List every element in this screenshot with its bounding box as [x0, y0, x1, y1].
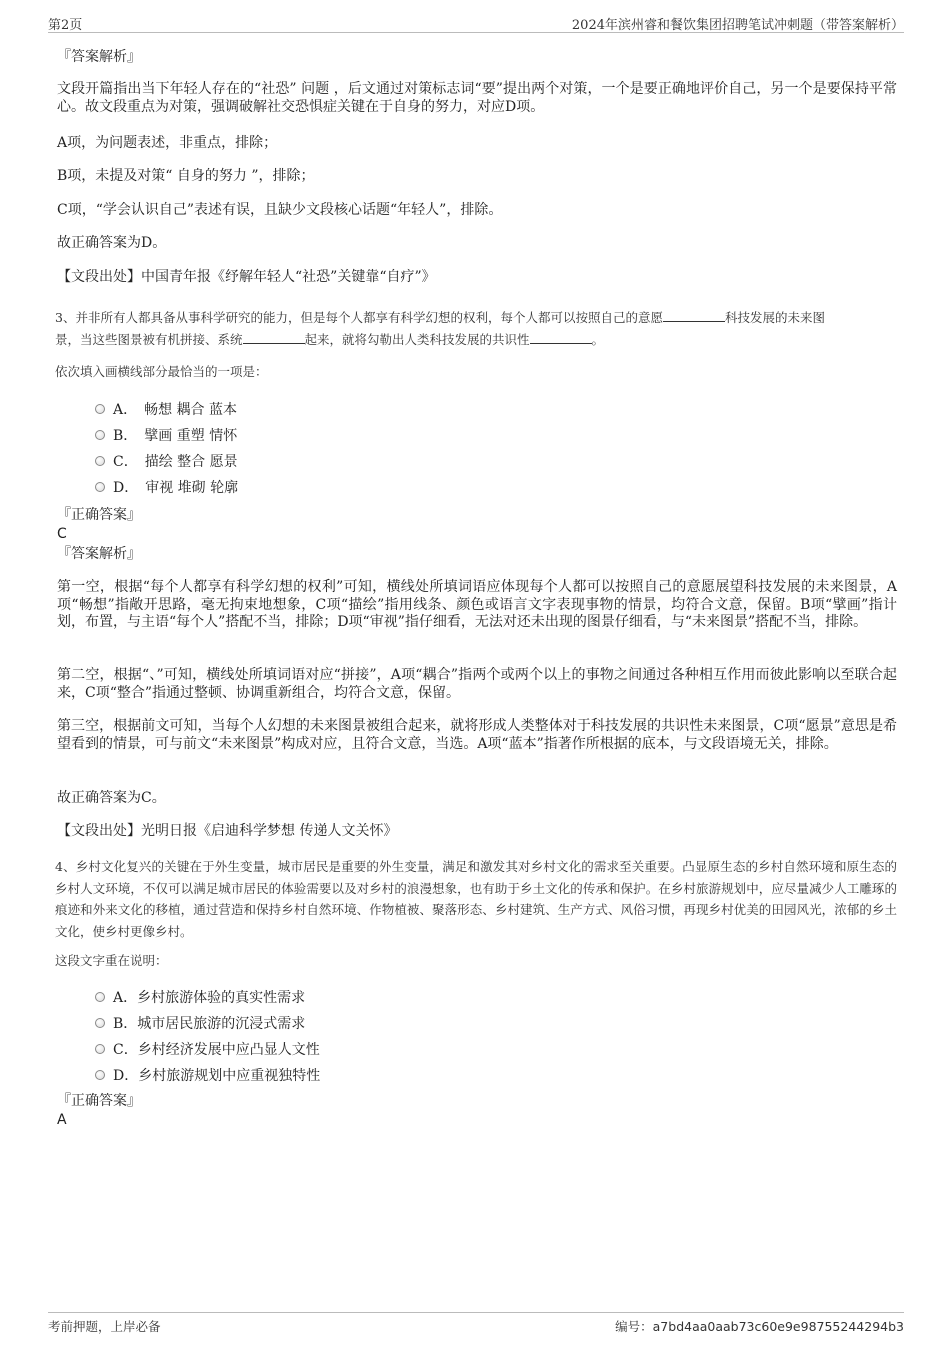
document-title: 2024年滨州睿和餐饮集团招聘笔试冲刺题（带答案解析） — [571, 18, 904, 33]
q3-answer-label: 『正确答案』 — [57, 507, 141, 523]
q2-source: 【文段出处】中国青年报《纾解年轻人“社恐”关键靠“自疗”》 — [57, 269, 436, 285]
q4-option-d[interactable]: D．乡村旅游规划中应重视独特性 — [95, 1065, 320, 1085]
q3-conclusion: 故正确答案为C。 — [57, 790, 166, 806]
q3-analysis-p1: 第一空，根据“每个人都享有科学幻想的权利”可知，横线处所填词语应体现每个人都可以按照自己的意愿展望科技发展的未来图景，A项“畅想”指敞开思路，毫无拘束地想象，C项“描绘”指用线条、颜色或语言文字表现事物的情景，均符合文意，保留。B项“擘画”指计划，布置，与主语“每个人”搭配不当，排除；D项“审视”指仔细看，无法对还未出现的图景仔细看，与“未来图景”搭配不当，排除。 — [57, 579, 897, 630]
radio-icon[interactable] — [95, 1070, 105, 1080]
blank-3 — [530, 331, 592, 344]
footer-serial: 编号：a7bd4aa0aab73c60e9e98755244294b3 — [615, 1319, 904, 1334]
q4-option-c[interactable]: C．乡村经济发展中应凸显人文性 — [95, 1039, 320, 1059]
radio-icon[interactable] — [95, 404, 105, 414]
q3-answer: C — [57, 526, 67, 542]
page-number: 第2页 — [48, 18, 83, 33]
q2-analysis-label: 『答案解析』 — [57, 49, 141, 65]
radio-icon[interactable] — [95, 992, 105, 1002]
q2-conclusion: 故正确答案为D。 — [57, 235, 167, 251]
q2-option-c-analysis: C项，“学会认识自己”表述有误，且缺少文段核心话题“年轻人”，排除。 — [57, 202, 503, 218]
q3-analysis-p2: 第二空，根据“、”可知，横线处所填词语对应“拼接”，A项“耦合”指两个或两个以上的事物之间通过各种相互作用而彼此影响以至联合起来，C项“整合”指通过整顿、协调重新组合，均符合文意，保留。 — [57, 667, 897, 701]
q3-option-c[interactable]: C． 描绘 整合 愿景 — [95, 451, 238, 471]
q4-answer: A — [57, 1112, 67, 1128]
q3-option-d[interactable]: D． 审视 堆砌 轮廓 — [95, 477, 238, 497]
q2-option-a-analysis: A项，为问题表述，非重点，排除； — [57, 135, 278, 151]
q3-source: 【文段出处】光明日报《启迪科学梦想 传递人文关怀》 — [57, 823, 398, 839]
q2-analysis-p1: 文段开篇指出当下年轻人存在的“社恐” 问题 ，后文通过对策标志词“要”提出两个对策，一个是要正确地评价自己，另一个是要保持平常心。故文段重点为对策，强调破解社交恐惧症关键在于自身的努力，对应D项。 — [57, 81, 897, 115]
radio-icon[interactable] — [95, 430, 105, 440]
page-header — [48, 10, 904, 33]
q3-option-a[interactable]: A． 畅想 耦合 蓝本 — [95, 399, 237, 419]
q4-option-b[interactable]: B．城市居民旅游的沉浸式需求 — [95, 1013, 305, 1033]
q2-option-b-analysis: B项，未提及对策“ 自身的努力 ”，排除； — [57, 168, 315, 184]
q3-analysis-label: 『答案解析』 — [57, 546, 141, 562]
q3-analysis-p3: 第三空，根据前文可知，当每个人幻想的未来图景被组合起来，就将形成人类整体对于科技发展的共识性未来图景，C项“愿景”意思是希望看到的情景，可与前文“未来图景”构成对应，且符合文意，当选。A项“蓝本”指著作所根据的底本，与文段语境无关，排除。 — [57, 718, 897, 752]
q3-stem: 3、并非所有人都具备从事科学研究的能力，但是每个人都享有科学幻想的权利，每个人都可以按照自己的意愿 科技发展的未来图 景，当这些图景被有机拼接、系统 起来，就将勾勒出人类科技发展的共识性 。 — [55, 310, 825, 347]
q4-stem: 4、乡村文化复兴的关键在于外生变量，城市居民是重要的外生变量，满足和激发其对乡村文化的需求至关重要。凸显原生态的乡村自然环境和原生态的乡村人文环境，不仅可以满足城市居民的体验需要以及对乡村的浪漫想象，也有助于乡土文化的传承和保护。在乡村旅游规划中，应尽量减少人工雕琢的痕迹和外来文化的移植，通过营造和保持乡村自然环境、作物植被、聚落形态、乡村建筑、生产方式、风俗习惯，再现乡村优美的田园风光，浓郁的乡土文化，使乡村更像乡村。 — [55, 859, 897, 939]
blank-2 — [243, 331, 305, 344]
radio-icon[interactable] — [95, 482, 105, 492]
blank-1 — [663, 309, 725, 322]
q4-option-a[interactable]: A．乡村旅游体验的真实性需求 — [95, 987, 305, 1007]
radio-icon[interactable] — [95, 1018, 105, 1028]
footer-slogan: 考前押题，上岸必备 — [48, 1319, 161, 1334]
radio-icon[interactable] — [95, 1044, 105, 1054]
q3-option-b[interactable]: B． 擘画 重塑 情怀 — [95, 425, 237, 445]
q4-prompt: 这段文字重在说明： — [55, 953, 168, 968]
radio-icon[interactable] — [95, 456, 105, 466]
q4-answer-label: 『正确答案』 — [57, 1093, 141, 1109]
q3-prompt: 依次填入画横线部分最恰当的一项是： — [55, 364, 268, 379]
page-footer — [48, 1312, 904, 1334]
